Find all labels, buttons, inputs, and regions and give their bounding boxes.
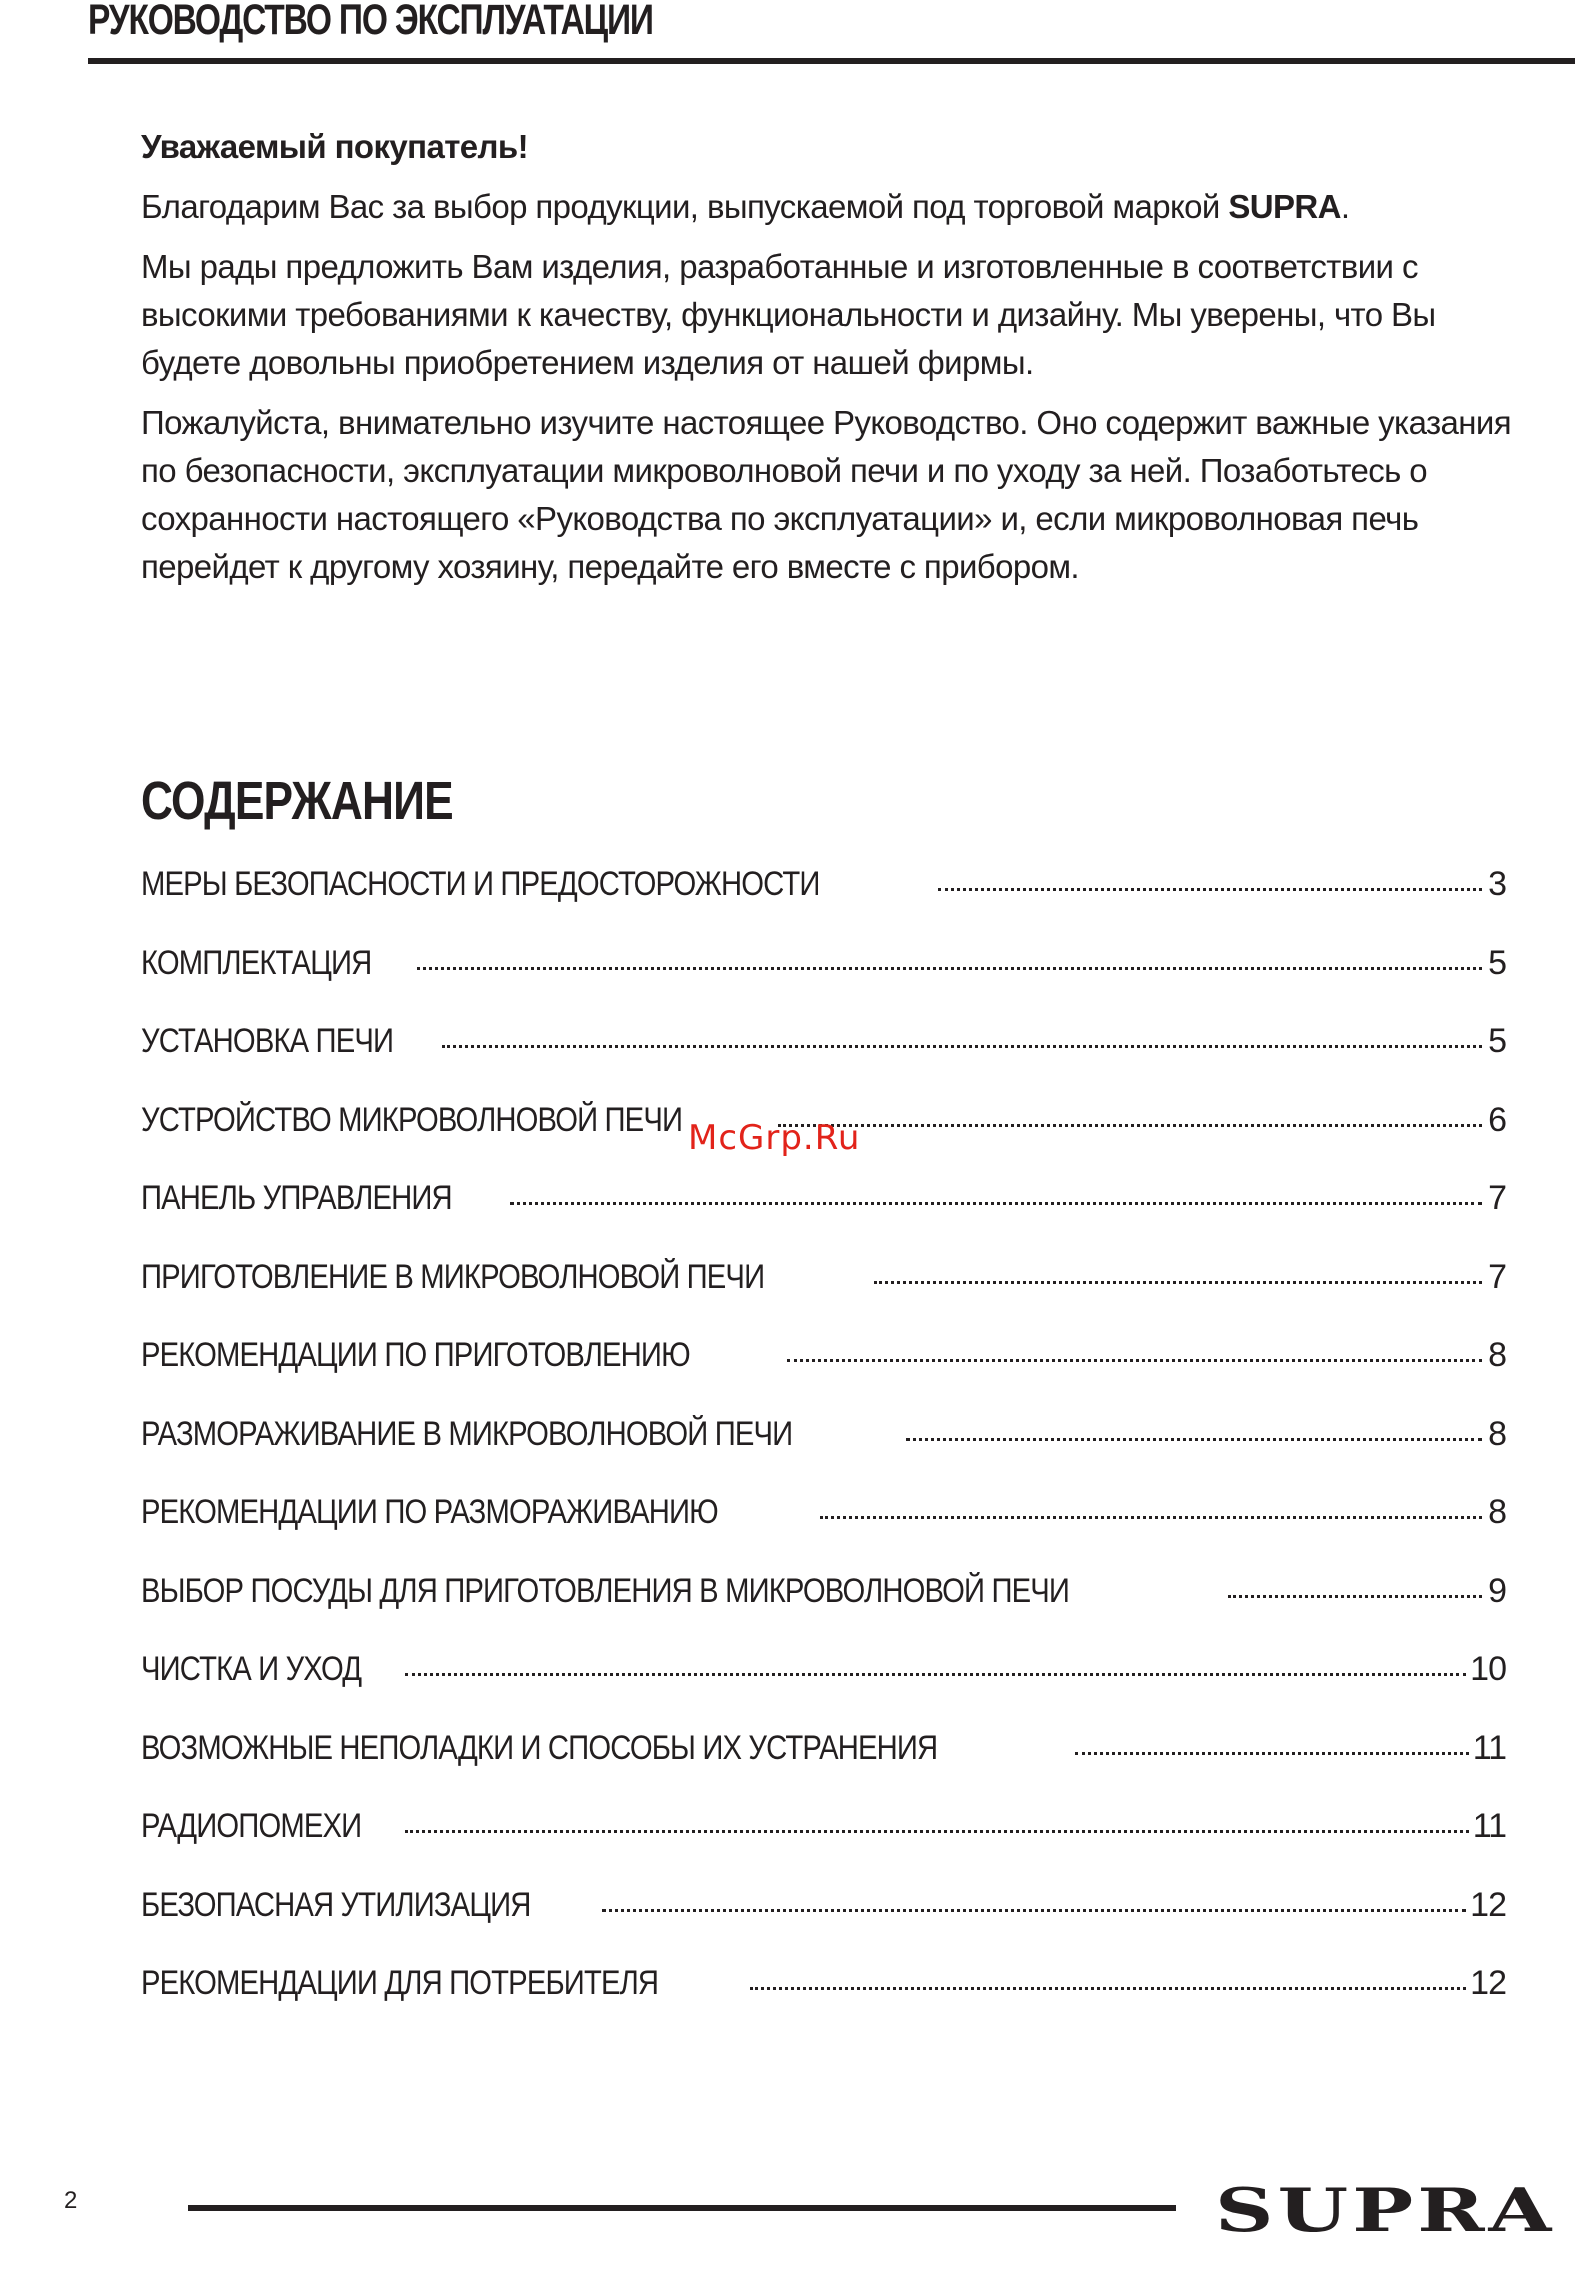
toc-item[interactable] (141, 1650, 1506, 1729)
page-header (88, 0, 1575, 64)
toc-item-label: УСТАНОВКА ПЕЧИ (141, 1022, 394, 1060)
brand-name: SUPRA (1228, 188, 1341, 225)
toc-item-page: 11 (1472, 1807, 1506, 1845)
toc-leader-dots (938, 887, 1482, 891)
toc-leader-dots (778, 1123, 1482, 1127)
toc-leader-dots (405, 1672, 1466, 1676)
thanks-suffix: . (1340, 188, 1350, 225)
toc-item[interactable] (141, 1493, 1506, 1572)
toc-item[interactable] (141, 1572, 1506, 1651)
toc-item-label: УСТРОЙСТВО МИКРОВОЛНОВОЙ ПЕЧИ (141, 1100, 683, 1139)
toc-item[interactable] (141, 1964, 1506, 2043)
table-of-contents (141, 865, 1506, 2043)
toc-leader-dots (820, 1515, 1482, 1519)
intro-paragraph: Мы рады предложить Вам изделия, разработанные и изготовленные в соответствии с высокими требованиями к качеству, функциональности и дизайну. Мы уверены, что Вы будете довольны приобретением изделия от нашей фирмы. (141, 248, 1436, 381)
toc-item-label: ПАНЕЛЬ УПРАВЛЕНИЯ (141, 1179, 452, 1217)
toc-item[interactable] (141, 1022, 1506, 1101)
toc-item[interactable] (141, 865, 1506, 944)
toc-item[interactable] (141, 1336, 1506, 1415)
footer-rule (188, 2205, 1176, 2211)
toc-title: СОДЕРЖАНИЕ (141, 771, 453, 831)
toc-leader-dots (1228, 1594, 1482, 1598)
toc-item-page: 8 (1488, 1493, 1506, 1531)
toc-item-label: РАДИОПОМЕХИ (141, 1807, 362, 1845)
toc-item[interactable] (141, 1179, 1506, 1258)
page-number: 2 (64, 2187, 78, 2214)
toc-item-page: 5 (1488, 1022, 1506, 1060)
toc-item-label: МЕРЫ БЕЗОПАСНОСТИ И ПРЕДОСТОРОЖНОСТИ (141, 865, 820, 903)
toc-item[interactable] (141, 1258, 1506, 1337)
toc-leader-dots (602, 1908, 1466, 1912)
toc-item-label: ЧИСТКА И УХОД (141, 1650, 362, 1688)
toc-item-label: КОМПЛЕКТАЦИЯ (141, 943, 372, 982)
toc-leader-dots (417, 966, 1482, 970)
page-title: РУКОВОДСТВО ПО ЭКСПЛУАТАЦИИ (88, 0, 653, 44)
toc-leader-dots (510, 1201, 1482, 1205)
toc-item-label: БЕЗОПАСНАЯ УТИЛИЗАЦИЯ (141, 1885, 531, 1924)
toc-leader-dots (750, 1986, 1466, 1990)
toc-item-label: РЕКОМЕНДАЦИИ ДЛЯ ПОТРЕБИТЕЛЯ (141, 1964, 659, 2002)
toc-item-label: РЕКОМЕНДАЦИИ ПО ПРИГОТОВЛЕНИЮ (141, 1336, 690, 1374)
toc-item-page: 12 (1470, 1964, 1506, 2002)
toc-item-page: 7 (1488, 1179, 1506, 1217)
toc-item-page: 9 (1488, 1571, 1506, 1610)
toc-item-page: 6 (1488, 1100, 1506, 1139)
thanks-paragraph (141, 183, 1533, 231)
toc-item-page: 8 (1488, 1336, 1506, 1374)
toc-item-label: ПРИГОТОВЛЕНИЕ В МИКРОВОЛНОВОЙ ПЕЧИ (141, 1257, 765, 1296)
toc-item-label: ВЫБОР ПОСУДЫ ДЛЯ ПРИГОТОВЛЕНИЯ В МИКРОВОЛНОВОЙ ПЕЧИ (141, 1571, 1070, 1610)
toc-leader-dots (787, 1358, 1482, 1362)
toc-item[interactable] (141, 1729, 1506, 1808)
toc-leader-dots (442, 1044, 1482, 1048)
toc-item[interactable] (141, 1415, 1506, 1494)
toc-item-page: 3 (1488, 865, 1506, 903)
thanks-text: Благодарим Вас за выбор продукции, выпускаемой под торговой маркой (141, 188, 1229, 225)
toc-item-page: 8 (1488, 1414, 1506, 1453)
toc-leader-dots (874, 1280, 1482, 1284)
toc-leader-dots (405, 1829, 1469, 1833)
toc-item-page: 5 (1488, 943, 1506, 982)
toc-item-page: 7 (1488, 1257, 1506, 1296)
toc-item[interactable] (141, 1886, 1506, 1965)
toc-item[interactable] (141, 1807, 1506, 1886)
toc-item-page: 11 (1472, 1728, 1506, 1767)
intro-paragraph: Пожалуйста, внимательно изучите настоящее Руководство. Оно содержит важные указания по безопасности, эксплуатации микроволновой печи и по уходу за ней. Позаботьтесь о сохранности настоящего «Руководства по эксплуатации» и, если микроволновая печь перейдет к другому хозяину, передайте его вместе с прибором. (141, 404, 1511, 585)
toc-leader-dots (906, 1437, 1482, 1441)
toc-item-label: РЕКОМЕНДАЦИИ ПО РАЗМОРАЖИВАНИЮ (141, 1493, 718, 1531)
watermark: McGrp.Ru (688, 1118, 861, 1158)
toc-item-label: ВОЗМОЖНЫЕ НЕПОЛАДКИ И СПОСОБЫ ИХ УСТРАНЕНИЯ (141, 1728, 938, 1767)
greeting: Уважаемый покупатель! (141, 128, 528, 165)
toc-item-label: РАЗМОРАЖИВАНИЕ В МИКРОВОЛНОВОЙ ПЕЧИ (141, 1414, 793, 1453)
toc-item-page: 10 (1470, 1650, 1506, 1688)
brand-logo: SUPRA (1215, 2176, 1556, 2246)
toc-item[interactable] (141, 944, 1506, 1023)
toc-item-page: 12 (1470, 1885, 1506, 1924)
intro-section (141, 123, 1533, 603)
toc-leader-dots (1075, 1751, 1469, 1755)
